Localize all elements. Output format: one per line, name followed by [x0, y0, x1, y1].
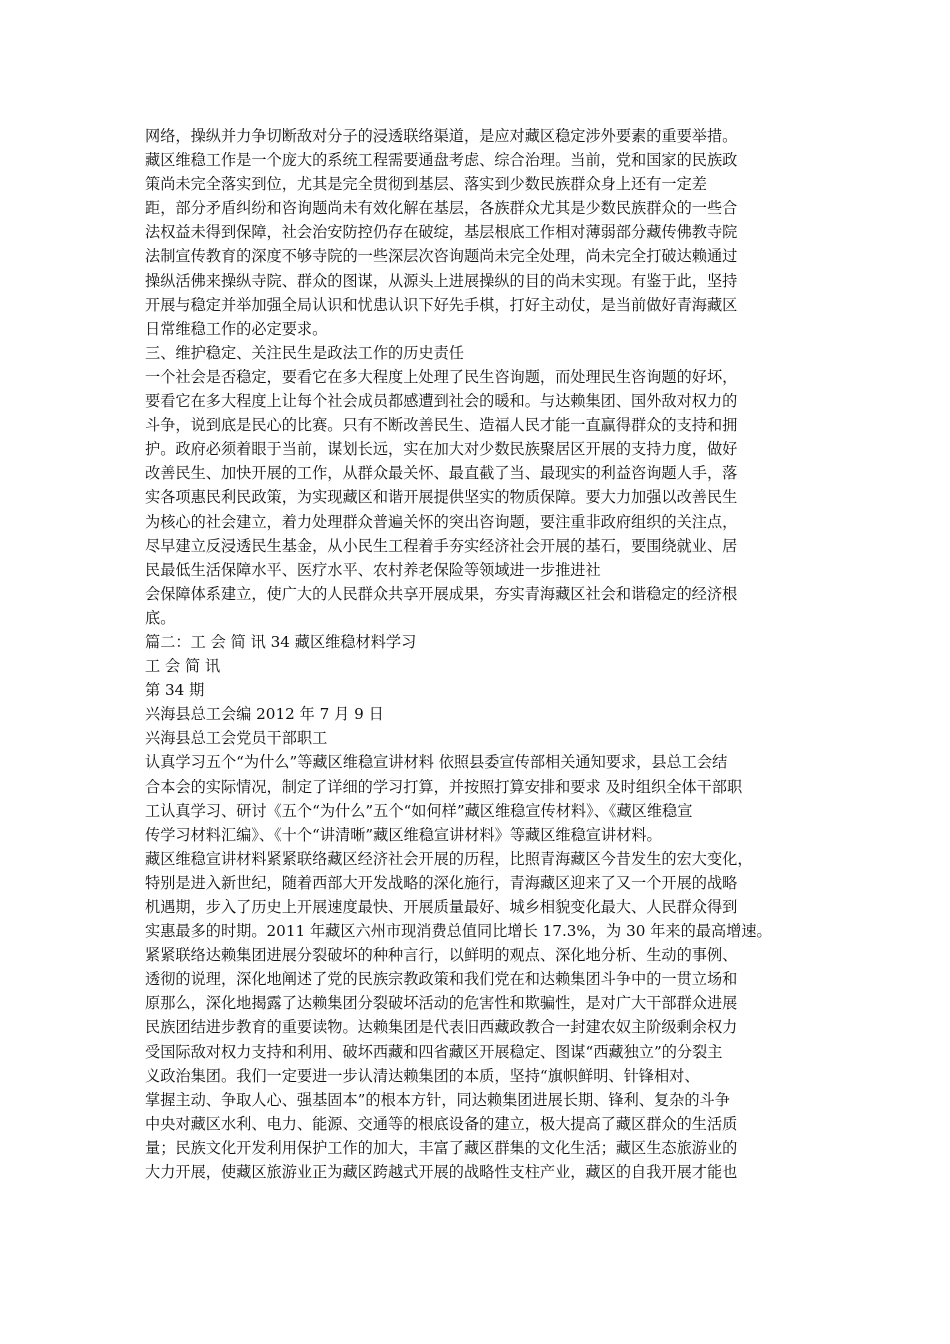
text-line: 认真学习五个“为什么”等藏区维稳宣讲材料 依照县委宣传部相关通知要求，县总工会结 — [145, 753, 728, 772]
text-line: 第 34 期 — [145, 681, 205, 700]
text-line: 透彻的说理，深化地阐述了党的民族宗教政策和我们党在和达赖集团斗争中的一贯立场和 — [145, 970, 738, 989]
text-line: 策尚未完全落实到位，尤其是完全贯彻到基层、落实到少数民族群众身上还有一定差 — [145, 175, 707, 194]
text-line: 底。 — [145, 608, 176, 627]
text-line: 距，部分矛盾纠纷和咨询题尚未有效化解在基层，各族群众尤其是少数民族群众的一些合 — [145, 199, 738, 218]
text-line: 会保障体系建立，使广大的人民群众共享开展成果，夯实青海藏区社会和谐稳定的经济根 — [145, 584, 738, 603]
text-line: 工认真学习、研讨《五个“为什么”五个“如何样”藏区维稳宣传材料》、《藏区维稳宣 — [145, 801, 693, 820]
text-line: 改善民生、加快开展的工作，从群众最关怀、最直截了当、最现实的利益咨询题人手，落 — [145, 464, 738, 483]
text-line: 斗争，说到底是民心的比赛。只有不断改善民生、造福人民才能一直赢得群众的支持和拥 — [145, 416, 738, 435]
text-line: 一个社会是否稳定，要看它在多大程度上处理了民生咨询题，而处理民生咨询题的好坏， — [145, 367, 738, 386]
text-line: 民最低生活保障水平、医疗水平、农村养老保险等领域进一步推进社 — [145, 560, 601, 579]
text-line: 工 会 简 讯 — [145, 657, 221, 676]
text-line: 民族团结进步教育的重要读物。达赖集团是代表旧西藏政教合一封建农奴主阶级剩余权力 — [145, 1018, 738, 1037]
text-line: 篇二：工 会 简 讯 34 藏区维稳材料学习 — [145, 632, 417, 651]
text-line: 护。政府必须着眼于当前，谋划长远，实在加大对少数民族聚居区开展的支持力度，做好 — [145, 440, 738, 459]
text-line: 三、维护稳定、关注民生是政法工作的历史责任 — [145, 343, 464, 362]
text-line: 藏区维稳宣讲材料紧紧联络藏区经济社会开展的历程，比照青海藏区今昔发生的宏大变化， — [145, 849, 753, 868]
text-line: 法制宣传教育的深度不够寺院的一些深层次咨询题尚未完全处理，尚未完全打破达赖通过 — [145, 247, 738, 266]
text-line: 实各项惠民利民政策，为实现藏区和谐开展提供坚实的物质保障。要大力加强以改善民生 — [145, 488, 738, 507]
text-line: 大力开展，使藏区旅游业正为藏区跨越式开展的战略性支柱产业，藏区的自我开展才能也 — [145, 1163, 738, 1182]
text-line: 尽早建立反浸透民生基金，从小民生工程着手夯实经济社会开展的基石，要围绕就业、居 — [145, 536, 738, 555]
text-line: 受国际敌对权力支持和利用、破坏西藏和四省藏区开展稳定、图谋“西藏独立”的分裂主 — [145, 1042, 723, 1061]
text-line: 机遇期，步入了历史上开展速度最快、开展质量最好、城乡相貌变化最大、人民群众得到 — [145, 898, 738, 916]
text-line: 合本会的实际情况，制定了详细的学习打算，并按照打算安排和要求 及时组织全体干部职 — [145, 777, 743, 796]
text-line: 实惠最多的时期。2011 年藏区六州市现消费总值同比增长 17.3%，为 30 年来的最高增速。 — [145, 922, 772, 941]
text-line: 要看它在多大程度上让每个社会成员都感遭到社会的暖和。与达赖集团、国外敌对权力的 — [145, 392, 738, 411]
text-line: 中央对藏区水利、电力、能源、交通等的根底设备的建立，极大提高了藏区群众的生活质 — [145, 1114, 738, 1133]
document-body — [145, 124, 815, 1184]
text-line: 兴海县总工会编 2012 年 7 月 9 日 — [145, 705, 384, 724]
text-line: 紧紧联络达赖集团进展分裂破坏的种种言行，以鲜明的观点、深化地分析、生动的事例、 — [145, 946, 738, 965]
text-line: 为核心的社会建立，着力处理群众普遍关怀的突出咨询题，要注重非政府组织的关注点， — [145, 512, 738, 531]
text-line: 特别是进入新世纪，随着西部大开发战略的深化施行，青海藏区迎来了又一个开展的战略 — [145, 873, 738, 892]
text-line: 日常维稳工作的必定要求。 — [145, 319, 328, 338]
text-line: 量；民族文化开发利用保护工作的加大，丰富了藏区群集的文化生活；藏区生态旅游业的 — [145, 1138, 738, 1157]
text-line: 掌握主动、争取人心、强基固本”的根本方针，同达赖集团进展长期、锋利、复杂的斗争 — [145, 1090, 730, 1109]
text-line: 网络，操纵并力争切断敌对分子的浸透联络渠道，是应对藏区稳定涉外要素的重要举措。 — [145, 127, 738, 145]
text-line: 原那么，深化地揭露了达赖集团分裂破坏活动的危害性和欺骗性，是对广大干部群众进展 — [145, 994, 738, 1013]
text-line: 藏区维稳工作是一个庞大的系统工程需要通盘考虑、综合治理。当前，党和国家的民族政 — [145, 151, 738, 170]
text-line: 操纵活佛来操纵寺院、群众的图谋，从源头上进展操纵的目的尚未实现。有鉴于此，坚持 — [145, 271, 738, 290]
text-line: 义政治集团。我们一定要进一步认清达赖集团的本质，坚持“旗帜鲜明、针锋相对、 — [145, 1066, 700, 1085]
text-line: 兴海县总工会党员干部职工 — [145, 729, 328, 748]
text-line: 开展与稳定并举加强全局认识和忧患认识下好先手棋，打好主动仗，是当前做好青海藏区 — [145, 295, 738, 314]
text-line: 传学习材料汇编》、《十个“讲清晰”藏区维稳宣讲材料》等藏区维稳宣讲材料。 — [145, 825, 662, 844]
text-line: 法权益未得到保障，社会治安防控仍存在破绽，基层根底工作相对薄弱部分藏传佛教寺院 — [145, 223, 738, 242]
